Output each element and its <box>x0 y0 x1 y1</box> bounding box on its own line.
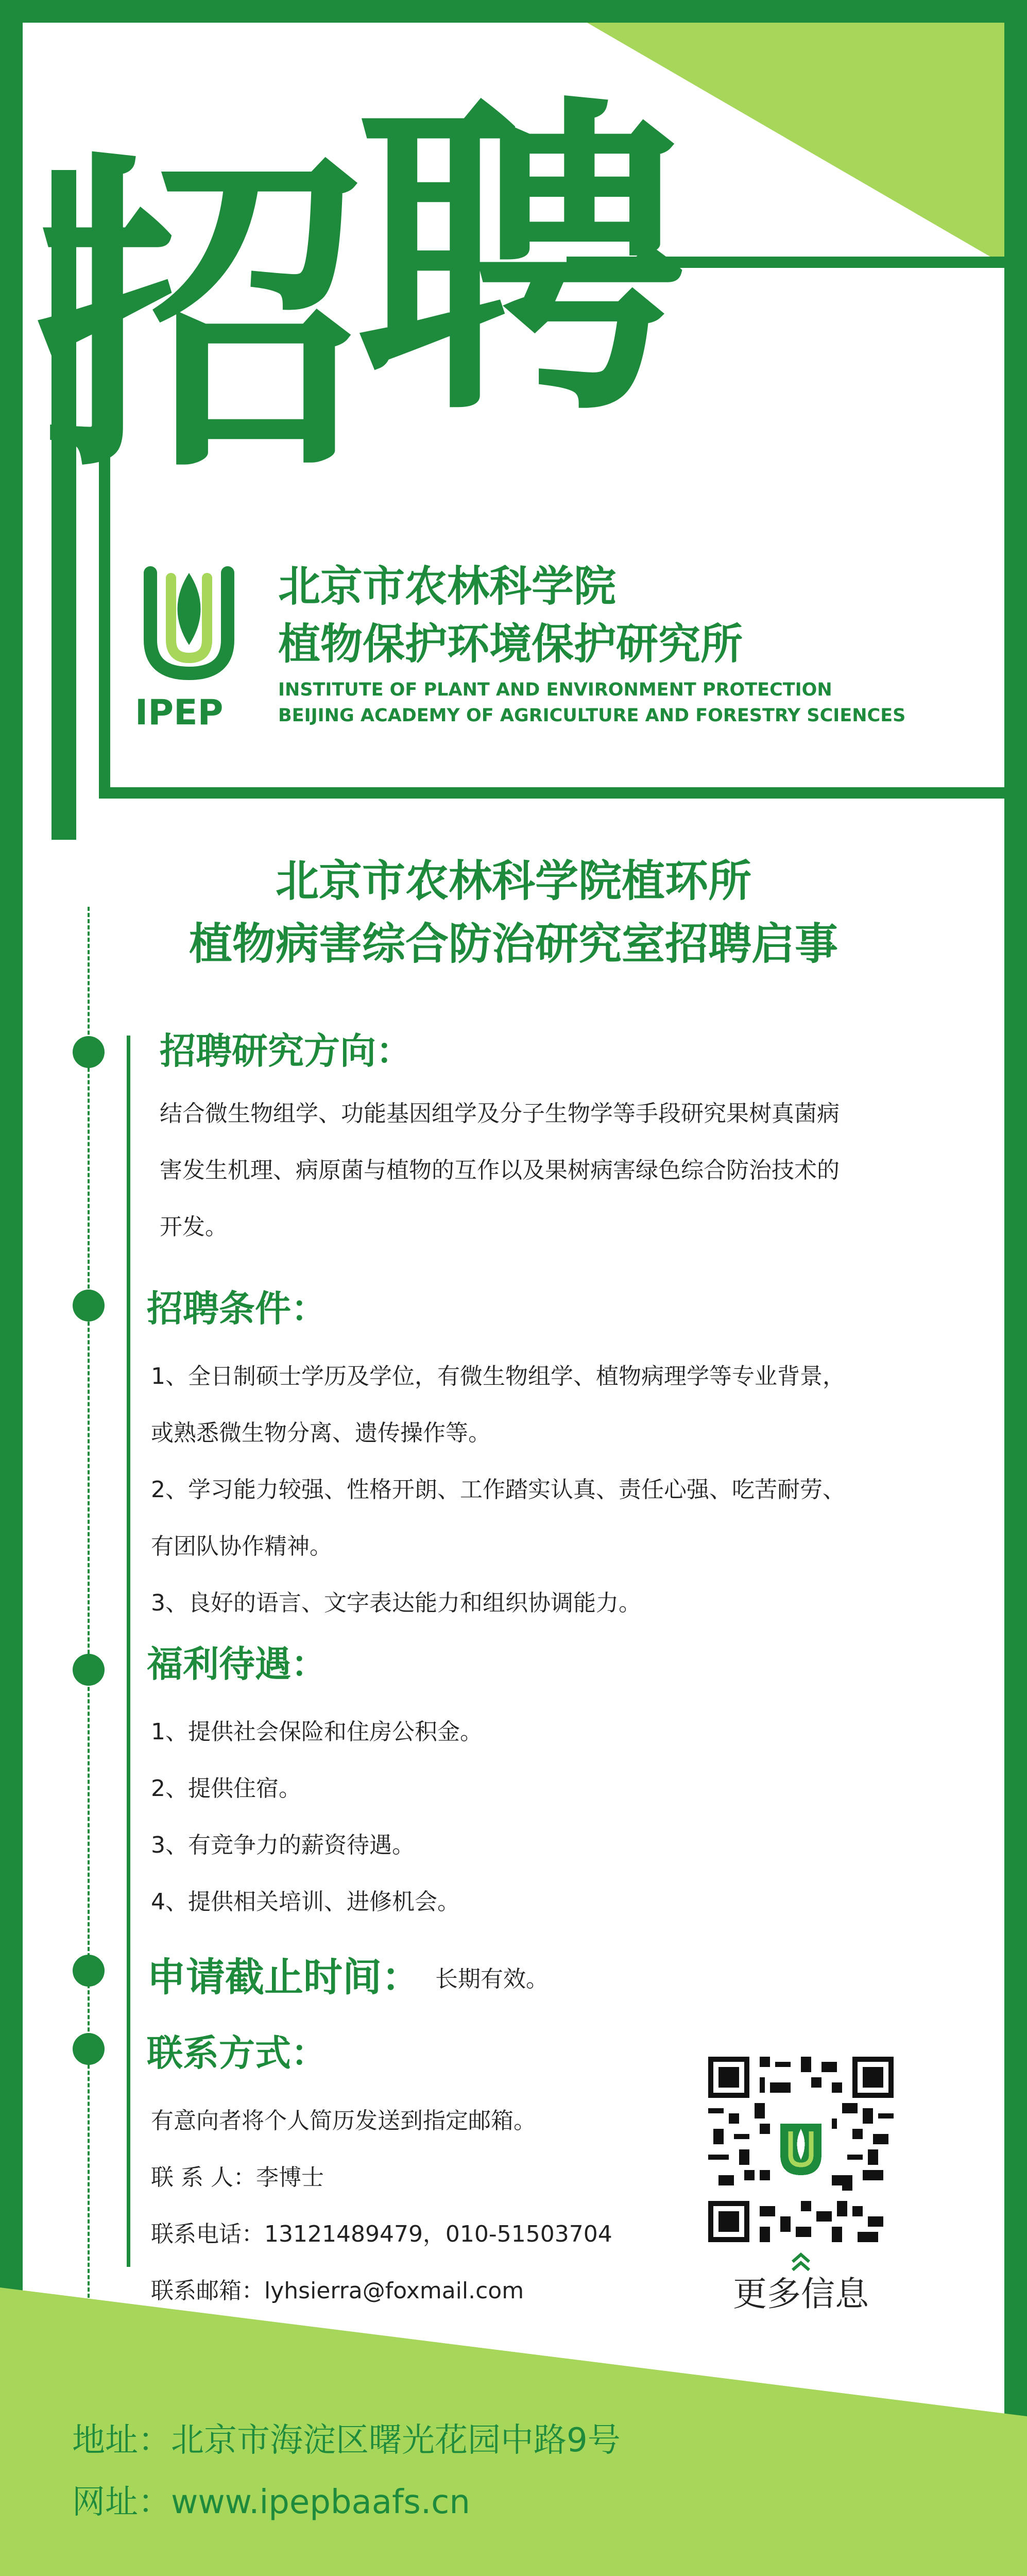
conditions-line: 有团队协作精神。 <box>151 1533 332 1560</box>
hero-char-pin: 聘 <box>355 71 680 454</box>
frame-right <box>1004 0 1027 2576</box>
timeline-dot <box>73 1955 105 1987</box>
header-inner-box-bottom <box>99 787 1004 799</box>
logo-abbr: IPEP <box>135 692 224 733</box>
logo-en-line1: INSTITUTE OF PLANT AND ENVIRONMENT PROTECTION <box>278 680 832 700</box>
ipep-logo-icon <box>135 563 243 686</box>
research-heading: 招聘研究方向： <box>160 1030 412 1072</box>
conditions-heading: 招聘条件： <box>147 1287 327 1330</box>
conditions-line: 或熟悉微生物分离、遗传操作等。 <box>151 1420 491 1446</box>
qr-caption[interactable]: 更多信息 <box>733 2274 869 2314</box>
footer-address: 地址：北京市海淀区曙光花园中路9号 <box>72 2421 621 2460</box>
benefits-line: 2、提供住宿。 <box>151 1775 301 1802</box>
contact-phone: 联系电话：13121489479，010-51503704 <box>151 2221 612 2247</box>
qr-code[interactable] <box>708 2057 894 2242</box>
logo-cn-line1: 北京市农林科学院 <box>278 562 617 611</box>
timeline-dashed-line <box>88 907 90 2298</box>
frame-top <box>0 0 1027 23</box>
conditions-line: 1、全日制硕士学历及学位，有微生物组学、植物病理学等专业背景， <box>151 1363 845 1389</box>
contact-intro: 有意向者将个人简历发送到指定邮箱。 <box>151 2108 536 2134</box>
research-line: 开发。 <box>160 1214 228 1240</box>
contact-email[interactable]: 联系邮箱：lyhsierra@foxmail.com <box>151 2278 524 2304</box>
logo-cn-line2: 植物保护环境保护研究所 <box>278 620 743 669</box>
hero-char-zhao: 招 <box>36 127 361 511</box>
chevron-up-icon <box>790 2251 812 2274</box>
conditions-line: 3、良好的语言、文字表达能力和组织协调能力。 <box>151 1590 641 1616</box>
research-line: 害发生机理、病原菌与植物的互作以及果树病害绿色综合防治技术的 <box>160 1157 840 1183</box>
timeline-dot <box>73 1654 105 1686</box>
timeline-dot <box>73 1036 105 1068</box>
research-line: 结合微生物组学、功能基因组学及分子生物学等手段研究果树真菌病 <box>160 1100 840 1127</box>
benefits-line: 3、有竞争力的薪资待遇。 <box>151 1832 415 1858</box>
timeline-solid-line <box>127 1036 130 2267</box>
page-title-line1: 北京市农林科学院植环所 <box>275 856 751 906</box>
footer-website[interactable]: 网址：www.ipepbaafs.cn <box>72 2483 470 2521</box>
conditions-line: 2、学习能力较强、性格开朗、工作踏实认真、责任心强、吃苦耐劳、 <box>151 1477 845 1503</box>
timeline-dot <box>73 2033 105 2065</box>
contact-heading: 联系方式： <box>147 2032 327 2074</box>
contact-person: 联 系 人：李博士 <box>151 2164 324 2191</box>
page-title-line2: 植物病害综合防治研究室招聘启事 <box>189 919 838 969</box>
benefits-line: 4、提供相关培训、进修机会。 <box>151 1889 460 1915</box>
logo-en-line2: BEIJING ACADEMY OF AGRICULTURE AND FORESTRY SCIENCES <box>278 705 906 726</box>
frame-left <box>0 0 23 2576</box>
benefits-heading: 福利待遇： <box>147 1643 327 1685</box>
timeline-dot <box>73 1290 105 1321</box>
deadline-value: 长期有效。 <box>435 1966 549 1992</box>
benefits-line: 1、提供社会保险和住房公积金。 <box>151 1719 483 1745</box>
deadline-heading: 申请截止时间： <box>147 1954 421 2000</box>
